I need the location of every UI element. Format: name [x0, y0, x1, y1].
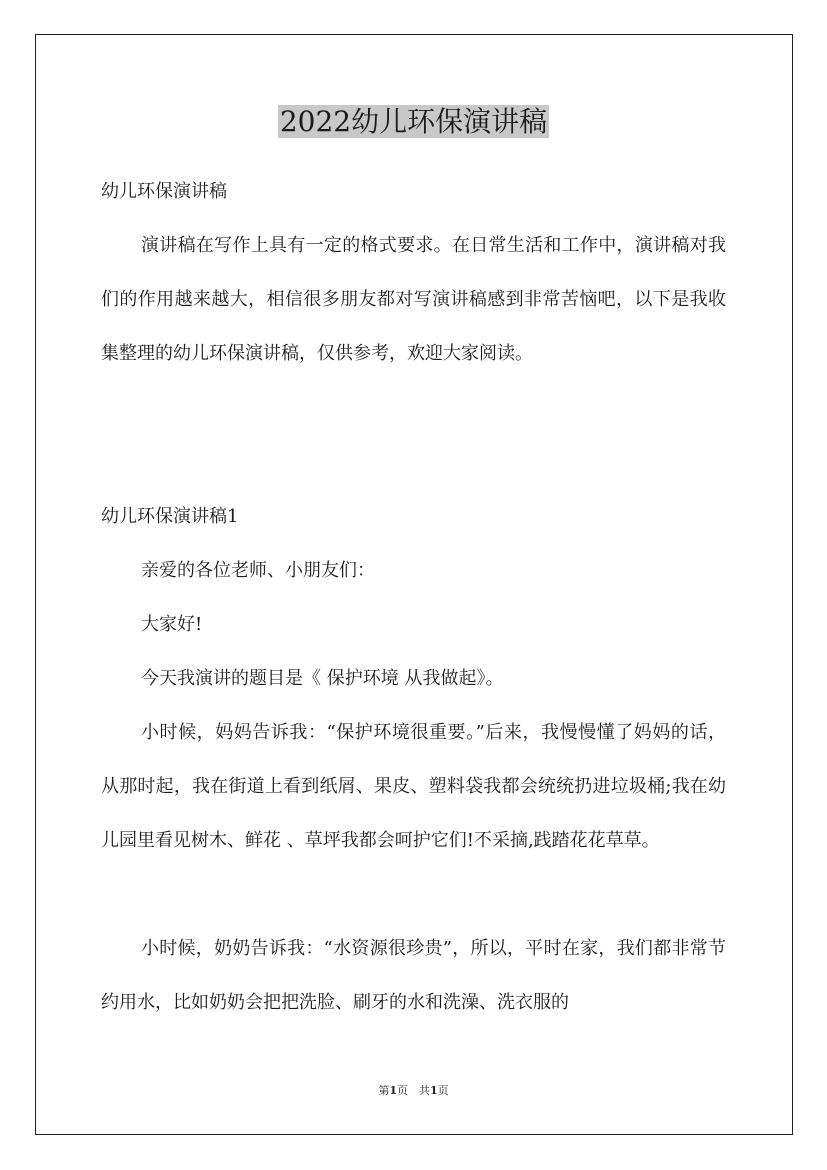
footer-current-page: 1 — [389, 1084, 397, 1097]
page-footer — [0, 1083, 827, 1099]
footer-prefix: 第 — [378, 1084, 390, 1097]
paragraph-mother: 小时候，妈妈告诉我：“保护环境很重要。”后来，我慢慢懂了妈妈的话，从那时起，我在街道上看到纸屑、果皮、塑料袋我都会统统扔进垃圾桶;我在幼儿园里看见树木、鲜花 、草坪我都会呵护它们!不采摘,践踏花花草草。 — [101, 722, 726, 851]
paragraph-grandmother: 小时候，奶奶告诉我：“水资源很珍贵”，所以，平时在家，我们都非常节约用水，比如奶奶会把把洗脸、刷牙的水和洗澡、洗衣服的 — [101, 938, 726, 1013]
footer-total-pages: 1 — [430, 1084, 438, 1097]
topic-line: 今天我演讲的题目是《 保护环境 从我做起》。 — [141, 668, 504, 689]
document-title — [0, 103, 827, 141]
greeting-line: 亲爱的各位老师、小朋友们： — [141, 560, 375, 581]
section-heading-1: 幼儿环保演讲稿1 — [101, 506, 239, 527]
intro-paragraph: 演讲稿在写作上具有一定的格式要求。在日常生活和工作中，演讲稿对我们的作用越来越大，相信很多朋友都对写演讲稿感到非常苦恼吧，以下是我收集整理的幼儿环保演讲稿，仅供参考，欢迎大家阅读。 — [101, 235, 726, 364]
footer-middle: 页 共 — [397, 1084, 430, 1097]
hello-line: 大家好! — [141, 614, 203, 635]
document-title-text: 2022幼儿环保演讲稿 — [279, 105, 548, 138]
document-subtitle: 幼儿环保演讲稿 — [101, 181, 227, 202]
footer-suffix: 页 — [437, 1084, 449, 1097]
